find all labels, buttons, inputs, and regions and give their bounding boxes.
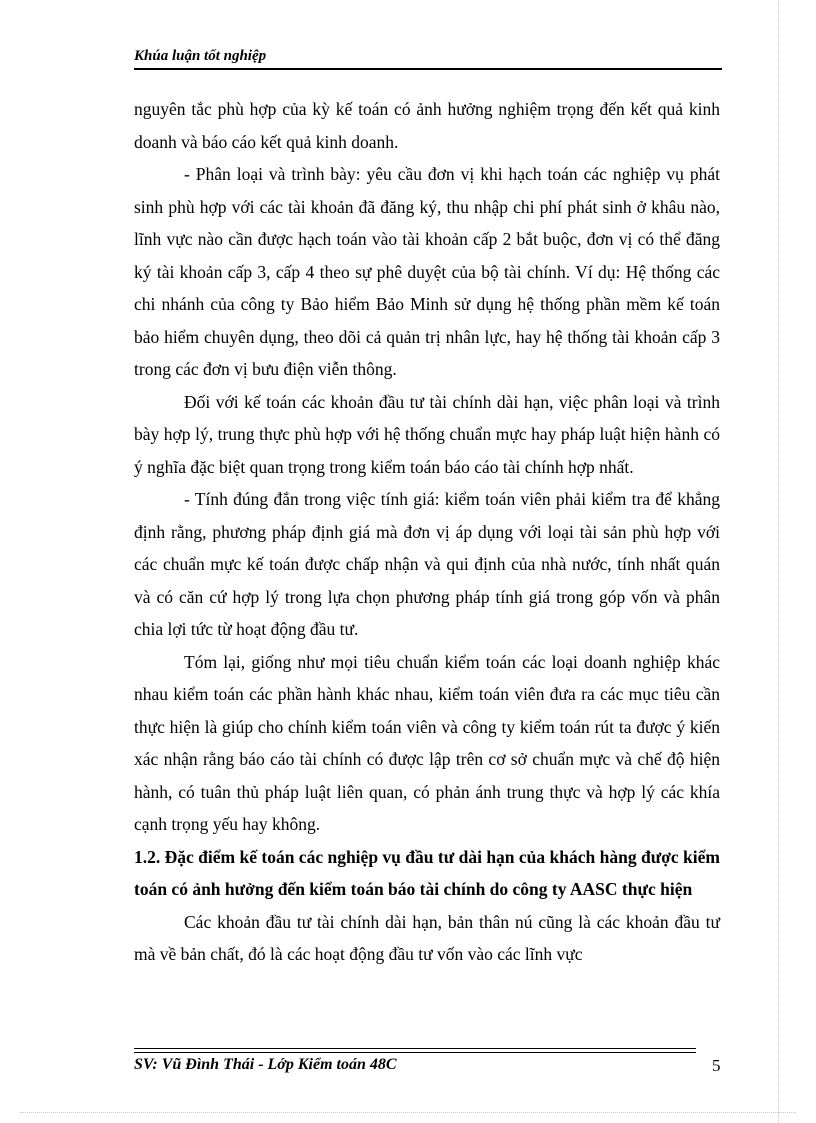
paragraph-long-term-investment: Đối với kế toán các khoản đầu tư tài chính dài hạn, việc phân loại và trình bày hợp lý, trung thực phù hợp với hệ thống chuẩn mực hay pháp luật hiện hành có ý nghĩa đặc biệt quan trọng trong kiểm toán báo cáo tài chính hợp nhất. [134,391,720,477]
footer-rule-double [134,1052,696,1053]
header-title: Khúa luận tốt nghiệp [134,48,267,64]
paragraph-continuation: nguyên tắc phù hợp của kỳ kế toán có ảnh hưởng nghiệm trọng đến kết quả kinh doanh và báo cáo kết quả kinh doanh. [134,99,720,152]
paragraph-valuation: - Tính đúng đắn trong việc tính giá: kiểm toán viên phải kiểm tra để khẳng định rằng, phương pháp định giá mà đơn vị áp dụng với loại tài sản phù hợp với các chuẩn mực kế toán được chấp nhận và qui định của nhà nước, tính nhất quán và có căn cứ hợp lý trong lựa chọn phương pháp tính giá trong góp vốn và phân chia lợi tức từ hoạt động đầu tư. [134,489,720,639]
page-number: 5 [712,1056,721,1075]
paragraph-summary: Tóm lại, giống như mọi tiêu chuẩn kiểm toán các loại doanh nghiệp khác nhau kiểm toán các phần hành khác nhau, kiểm toán viên đưa ra các mục tiêu cần thực hiện là giúp cho chính kiểm toán viên và công ty kiểm toán rút ta được ý kiến xác nhận rằng báo cáo tài chính có được lập trên cơ sở chuẩn mực và chế độ hiện hành, có tuân thủ pháp luật liên quan, có phản ánh trung thực và hợp lý các khía cạnh trọng yếu hay không. [134,651,720,834]
footer-author: SV: Vũ Đình Thái - Lớp Kiểm toán 48C [134,1056,397,1073]
body-text [134,93,720,971]
section-heading: 1.2. Đặc điểm kế toán các nghiệp vụ đầu tư dài hạn của khách hàng được kiểm toán có ảnh hưởng đến kiểm toán báo tài chính do công ty AASC thực hiện [134,846,720,899]
paragraph-section-intro: Các khoản đầu tư tài chính dài hạn, bản thân nú cũng là các khoản đầu tư mà về bản chất, đó là các hoạt động đầu tư vốn vào các lĩnh vực [134,911,720,964]
margin-guide-line [778,0,779,1123]
footer-rule [134,1048,696,1049]
bottom-guide-line [20,1112,796,1113]
paragraph-classification: - Phân loại và trình bày: yêu cầu đơn vị khi hạch toán các nghiệp vụ phát sinh phù hợp với các tài khoản đã đăng ký, thu nhập chi phí phát sinh ở khâu nào, lĩnh vực nào cần được hạch toán vào tài khoản cấp 2 bắt buộc, đơn vị có thể đăng ký tài khoản cấp 3, cấp 4 theo sự phê duyệt của bộ tài chính. Ví dụ: Hệ thống các chi nhánh của công ty Bảo hiểm Bảo Minh sử dụng hệ thống phần mềm kế toán bảo hiểm chuyên dụng, theo dõi cả quản trị nhân lực, hay hệ thống tài khoản cấp 3 trong các đơn vị bưu điện viễn thông. [134,164,720,379]
header-rule [134,68,722,70]
